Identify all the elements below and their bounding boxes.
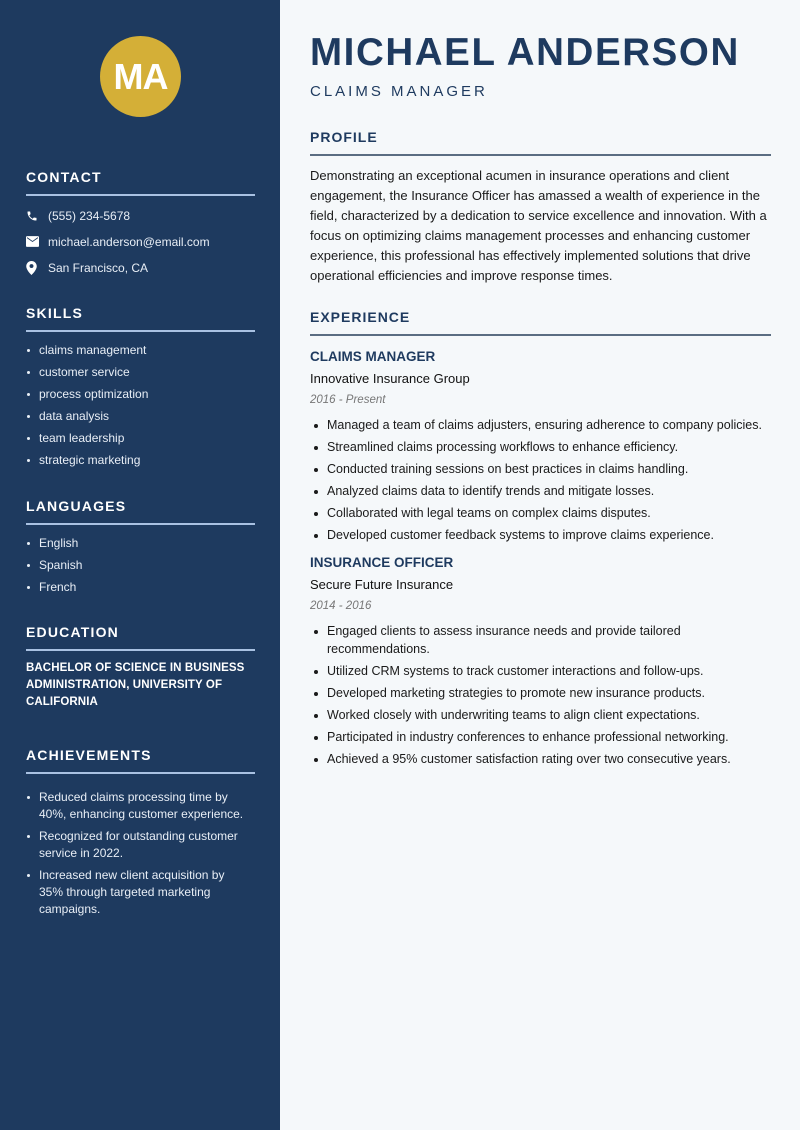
achievements-section: [26, 746, 255, 918]
skill-item: data analysis: [26, 408, 255, 425]
job-dates: 2016 - Present: [310, 393, 386, 406]
contact-location: [26, 260, 255, 276]
job-bullet: Streamlined claims processing workflows to enhance efficiency.: [310, 438, 771, 456]
section-divider: [26, 523, 255, 525]
job-bullet: Analyzed claims data to identify trends and mitigate losses.: [310, 482, 771, 500]
skill-item: process optimization: [26, 386, 255, 403]
location-text: San Francisco, CA: [48, 260, 149, 275]
job-bullet: Utilized CRM systems to track customer interactions and follow-ups.: [310, 662, 771, 680]
job-bullets: [310, 622, 731, 768]
achievements-list: [26, 789, 251, 918]
avatar-initials: MA: [113, 55, 168, 97]
skills-list: [26, 342, 255, 469]
achievement-item: Reduced claims processing time by 40%, enhancing customer experience.: [26, 789, 251, 823]
profile-title: PROFILE: [310, 129, 378, 145]
experience-section: [310, 308, 771, 772]
languages-title: LANGUAGES: [26, 498, 127, 514]
education-section: [26, 623, 255, 711]
section-divider: [26, 330, 255, 332]
education-title: EDUCATION: [26, 624, 119, 640]
email-icon: [26, 236, 48, 247]
job-title: INSURANCE OFFICER: [310, 554, 454, 570]
contact-title: CONTACT: [26, 169, 102, 185]
languages-section: [26, 497, 255, 596]
experience-title: EXPERIENCE: [310, 309, 411, 325]
job-bullet: Achieved a 95% customer satisfaction rating over two consecutive years.: [310, 750, 771, 768]
job-dates: 2014 - 2016: [310, 599, 372, 612]
sidebar: [0, 0, 280, 1130]
contact-phone: [26, 208, 255, 224]
language-item: English: [26, 535, 255, 552]
education-degree: BACHELOR OF SCIENCE IN BUSINESS ADMINISTRATION, UNIVERSITY OF CALIFORNIA: [26, 661, 245, 708]
job-bullet: Participated in industry conferences to enhance professional networking.: [310, 728, 771, 746]
skills-section: [26, 304, 255, 469]
job-bullet: Developed customer feedback systems to improve claims experience.: [310, 526, 771, 544]
achievement-item: Recognized for outstanding customer service in 2022.: [26, 828, 251, 862]
job-bullet: Conducted training sessions on best practices in claims handling.: [310, 460, 771, 478]
section-divider: [26, 772, 255, 774]
language-item: Spanish: [26, 557, 255, 574]
job-bullet: Collaborated with legal teams on complex claims disputes.: [310, 504, 771, 522]
candidate-role: CLAIMS MANAGER: [310, 83, 488, 100]
avatar: [100, 36, 181, 117]
section-divider: [26, 194, 255, 196]
phone-text: (555) 234-5678: [48, 208, 131, 223]
section-divider: [26, 649, 255, 651]
skill-item: strategic marketing: [26, 452, 255, 469]
languages-list: [26, 535, 255, 596]
job-bullet: Developed marketing strategies to promote new insurance products.: [310, 684, 771, 702]
skills-title: SKILLS: [26, 305, 83, 321]
phone-icon: [26, 210, 48, 222]
job-company: Innovative Insurance Group: [310, 370, 470, 386]
job-title: CLAIMS MANAGER: [310, 348, 436, 364]
skill-item: claims management: [26, 342, 255, 359]
job-entry: [310, 554, 771, 768]
candidate-name: MICHAEL ANDERSON: [310, 31, 740, 74]
location-icon: [26, 261, 48, 275]
job-bullet: Worked closely with underwriting teams to align client expectations.: [310, 706, 771, 724]
achievement-item: Increased new client acquisition by 35% through targeted marketing campaigns.: [26, 867, 251, 918]
achievements-title: ACHIEVEMENTS: [26, 747, 152, 763]
job-bullet: Engaged clients to assess insurance needs and provide tailored recommendations.: [310, 622, 710, 658]
section-divider: [310, 154, 771, 156]
job-bullets: [310, 416, 771, 544]
contact-section: [26, 168, 255, 276]
job-entry: [310, 348, 771, 544]
contact-email: [26, 234, 255, 250]
profile-text: Demonstrating an exceptional acumen in insurance operations and client engagement, the Insurance Officer has amassed a wealth of experience in the field, characterized by a dedication to service excellence and innovation. With a focus on optimizing claims management processes and enhancing customer experience, this professional has effectively implemented solutions that drive operational efficiencies and improve response times.: [310, 167, 767, 283]
section-divider: [310, 334, 771, 336]
language-item: French: [26, 579, 255, 596]
job-bullet: Managed a team of claims adjusters, ensuring adherence to company policies.: [310, 416, 771, 434]
job-company: Secure Future Insurance: [310, 576, 454, 592]
profile-section: [310, 128, 771, 286]
email-text: michael.anderson@email.com: [48, 234, 210, 249]
skill-item: customer service: [26, 364, 255, 381]
skill-item: team leadership: [26, 430, 255, 447]
